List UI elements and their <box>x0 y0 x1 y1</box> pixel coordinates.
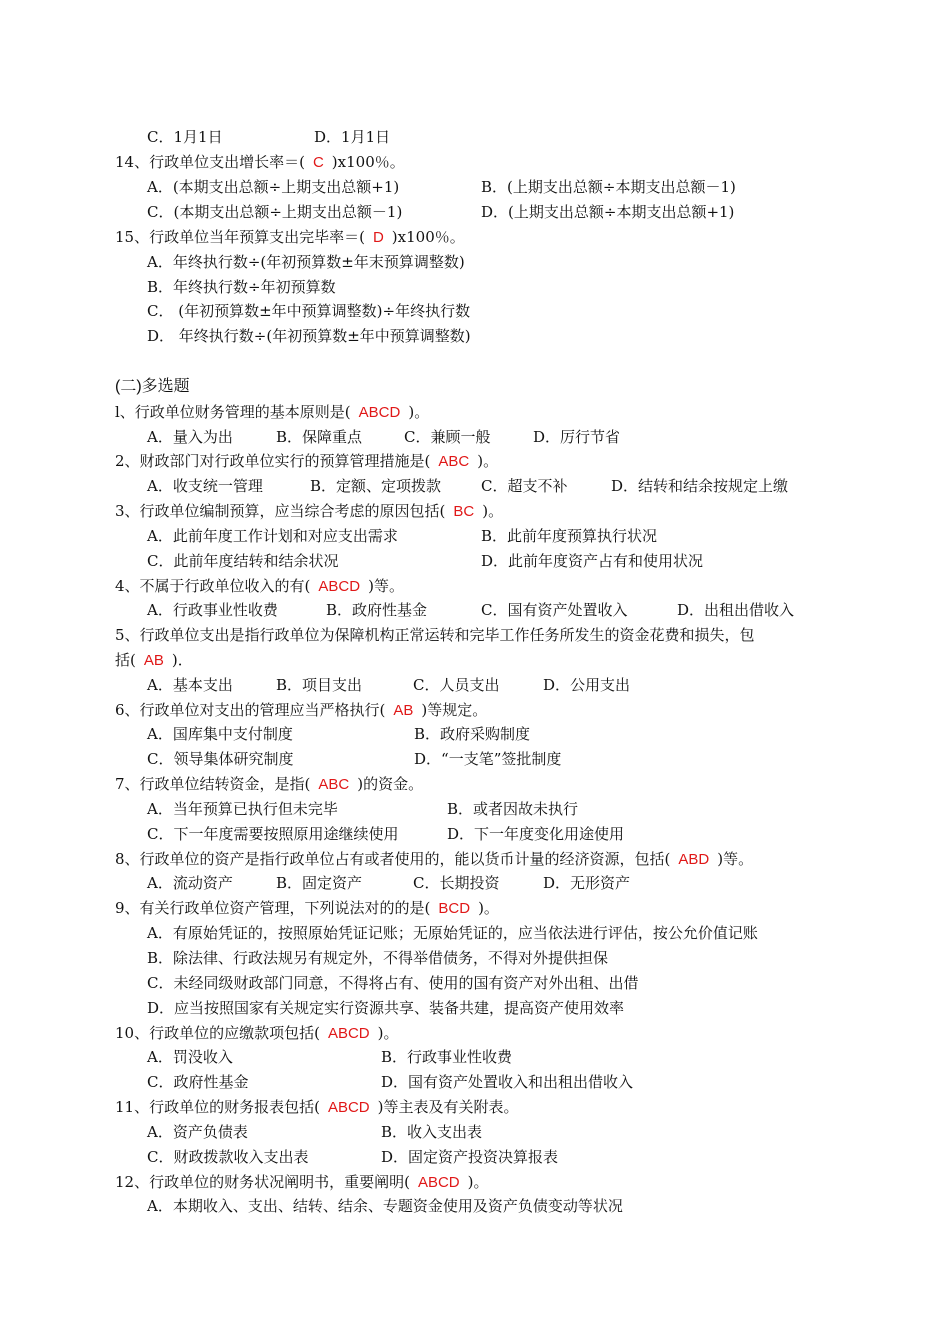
option-c: C．未经同级财政部门同意，不得将占有、使用的国有资产对外出租、出借 <box>147 974 639 992</box>
question-m5-cont <box>115 650 193 671</box>
answer: ABCD <box>358 404 401 421</box>
option-a: A．行政事业性收费 <box>147 601 278 619</box>
section-title: (二)多选题 <box>115 378 190 395</box>
question-m4 <box>115 576 404 597</box>
option-d: D． 年终执行数÷(年初预算数±年中预算调整数) <box>147 327 471 345</box>
question-text-tail: )。 <box>482 502 504 520</box>
question-text: 9、有关行政单位资产管理，下列说法对的的是( <box>115 899 431 917</box>
answer: BC <box>453 503 475 520</box>
question-text-tail: )。 <box>477 452 499 470</box>
question-text-tail: )。 <box>478 899 499 917</box>
question-text-tail: )等。 <box>368 577 404 595</box>
question-m10 <box>115 1023 399 1044</box>
option-d: D．1月1日 <box>314 128 391 146</box>
answer: BCD <box>438 900 471 917</box>
option-d: D．下一年度变化用途使用 <box>447 825 625 843</box>
option-c: C．超支不补 <box>481 477 568 495</box>
option-b: B．政府性基金 <box>326 601 428 619</box>
question-m6 <box>115 700 487 721</box>
answer: ABCD <box>417 1174 460 1191</box>
question-text: 15、行政单位当年预算支出完毕率＝( <box>115 228 365 246</box>
question-text-tail: )x100％。 <box>391 228 465 246</box>
option-a: A．当年预算已执行但未完毕 <box>147 800 338 818</box>
option-c: C．人员支出 <box>413 676 500 694</box>
option-d: D．应当按照国家有关规定实行资源共享、装备共建，提高资产使用效率 <box>147 999 625 1017</box>
question-text-tail: )等规定。 <box>421 701 488 719</box>
option-a: A．国库集中支付制度 <box>147 725 293 743</box>
option-a: A．本期收入、支出、结转、结余、专题资金使用及资产负债变动等状况 <box>147 1197 623 1215</box>
question-m8 <box>115 849 753 870</box>
answer: ABC <box>438 453 470 470</box>
question-text-tail: )。 <box>377 1024 399 1042</box>
option-a: A．罚没收入 <box>147 1048 233 1066</box>
answer: ABCD <box>327 1099 370 1116</box>
answer: C <box>312 154 324 171</box>
option-a: A．有原始凭证的，按照原始凭证记账；无原始凭证的，应当依法进行评估，按公允价值记账 <box>147 924 758 942</box>
option-d: D．固定资产投资决算报表 <box>381 1148 559 1166</box>
option-b: B．政府采购制度 <box>414 725 531 743</box>
option-a: A．基本支出 <box>147 676 233 694</box>
option-c: C．此前年度结转和结余状况 <box>147 552 339 570</box>
option-d: D．(上期支出总额÷本期支出总额+1) <box>481 203 735 221</box>
question-m7 <box>115 774 423 795</box>
option-a: A．(本期支出总额÷上期支出总额+1) <box>147 178 400 196</box>
option-b: B．或者因故未执行 <box>447 800 579 818</box>
option-b: B．保障重点 <box>276 428 363 446</box>
question-m9 <box>115 898 499 919</box>
option-b: B．年终执行数÷年初预算数 <box>147 278 336 296</box>
question-text: 8、行政单位的资产是指行政单位占有或者使用的，能以货币计量的经济资源，包括( <box>115 850 671 868</box>
option-d: D．公用支出 <box>543 676 631 694</box>
question-text-tail: )． <box>171 651 193 669</box>
option-a: A．收支统一管理 <box>147 477 263 495</box>
option-d: D．“一支笔”签批制度 <box>414 750 562 768</box>
option-c: C．领导集体研究制度 <box>147 750 294 768</box>
question-text: 3、行政单位编制预算，应当综合考虑的原因包括( <box>115 502 446 520</box>
question-text-tail: )等。 <box>717 850 754 868</box>
question-text-tail: )。 <box>408 403 430 421</box>
answer: ABC <box>318 776 350 793</box>
option-d: D．结转和结余按规定上缴 <box>611 477 789 495</box>
question-text: 12、行政单位的财务状况阐明书，重要阐明( <box>115 1173 410 1191</box>
answer: ABCD <box>318 578 361 595</box>
option-a: A．此前年度工作计划和对应支出需求 <box>147 527 398 545</box>
question-text: 14、行政单位支出增长率＝( <box>115 153 305 171</box>
answer: ABCD <box>327 1025 370 1042</box>
question-text: 7、行政单位结转资金，是指( <box>115 775 311 793</box>
option-d: D．无形资产 <box>543 874 631 892</box>
question-text: 括( <box>115 651 136 669</box>
option-c: C．财政拨款收入支出表 <box>147 1148 309 1166</box>
question-15 <box>115 227 465 248</box>
question-m11 <box>115 1097 519 1118</box>
question-text: 6、行政单位对支出的管理应当严格执行( <box>115 701 386 719</box>
question-text-tail: )的资金。 <box>357 775 424 793</box>
option-b: B．定额、定项拨款 <box>310 477 442 495</box>
option-b: B．项目支出 <box>276 676 363 694</box>
question-m1 <box>115 402 429 423</box>
question-text-tail: )。 <box>467 1173 489 1191</box>
answer: ABD <box>678 851 710 868</box>
option-b: B．固定资产 <box>276 874 363 892</box>
option-d: D．国有资产处置收入和出租出借收入 <box>381 1073 634 1091</box>
option-d: D．此前年度资产占有和使用状况 <box>481 552 704 570</box>
question-text-tail: )x100％。 <box>331 153 405 171</box>
option-a: A．流动资产 <box>147 874 233 892</box>
option-a: A．资产负债表 <box>147 1123 248 1141</box>
question-text: 2、财政部门对行政单位实行的预算管理措施是( <box>115 452 431 470</box>
option-b: B．行政事业性收费 <box>381 1048 513 1066</box>
option-b: B．收入支出表 <box>381 1123 483 1141</box>
question-14 <box>115 152 405 173</box>
question-m2 <box>115 451 498 472</box>
option-c: C．1月1日 <box>147 128 223 146</box>
option-c: C．(本期支出总额÷上期支出总额－1) <box>147 203 403 221</box>
answer: AB <box>393 702 414 719</box>
option-d: D．厉行节省 <box>533 428 621 446</box>
option-a: A．年终执行数÷(年初预算数±年末预算调整数) <box>147 253 465 271</box>
question-text-tail: )等主表及有关附表。 <box>377 1098 519 1116</box>
question-text: 4、不属于行政单位收入的有( <box>115 577 311 595</box>
option-c: C．下一年度需要按照原用途继续使用 <box>147 825 399 843</box>
option-c: C．长期投资 <box>413 874 500 892</box>
option-c: C．国有资产处置收入 <box>481 601 628 619</box>
option-c: C．兼顾一般 <box>404 428 491 446</box>
option-b: B．此前年度预算执行状况 <box>481 527 658 545</box>
question-m3 <box>115 501 503 522</box>
question-text: 11、行政单位的财务报表包括( <box>115 1098 320 1116</box>
option-a: A．量入为出 <box>147 428 233 446</box>
option-c: C．政府性基金 <box>147 1073 249 1091</box>
option-d: D．出租出借收入 <box>677 601 795 619</box>
answer: D <box>372 229 384 246</box>
option-b: B．(上期支出总额÷本期支出总额－1) <box>481 178 736 196</box>
question-m12 <box>115 1172 489 1193</box>
question-text: 10、行政单位的应缴款项包括( <box>115 1024 320 1042</box>
question-text: l、行政单位财务管理的基本原则是( <box>115 403 351 421</box>
question-m5: 5、行政单位支出是指行政单位为保障机构正常运转和完毕工作任务所发生的资金花费和损失，包 <box>115 626 755 644</box>
answer: AB <box>143 652 164 669</box>
option-c: C． (年初预算数±年中预算调整数)÷年终执行数 <box>147 302 471 320</box>
option-b: B．除法律、行政法规另有规定外，不得举借债务，不得对外提供担保 <box>147 949 609 967</box>
